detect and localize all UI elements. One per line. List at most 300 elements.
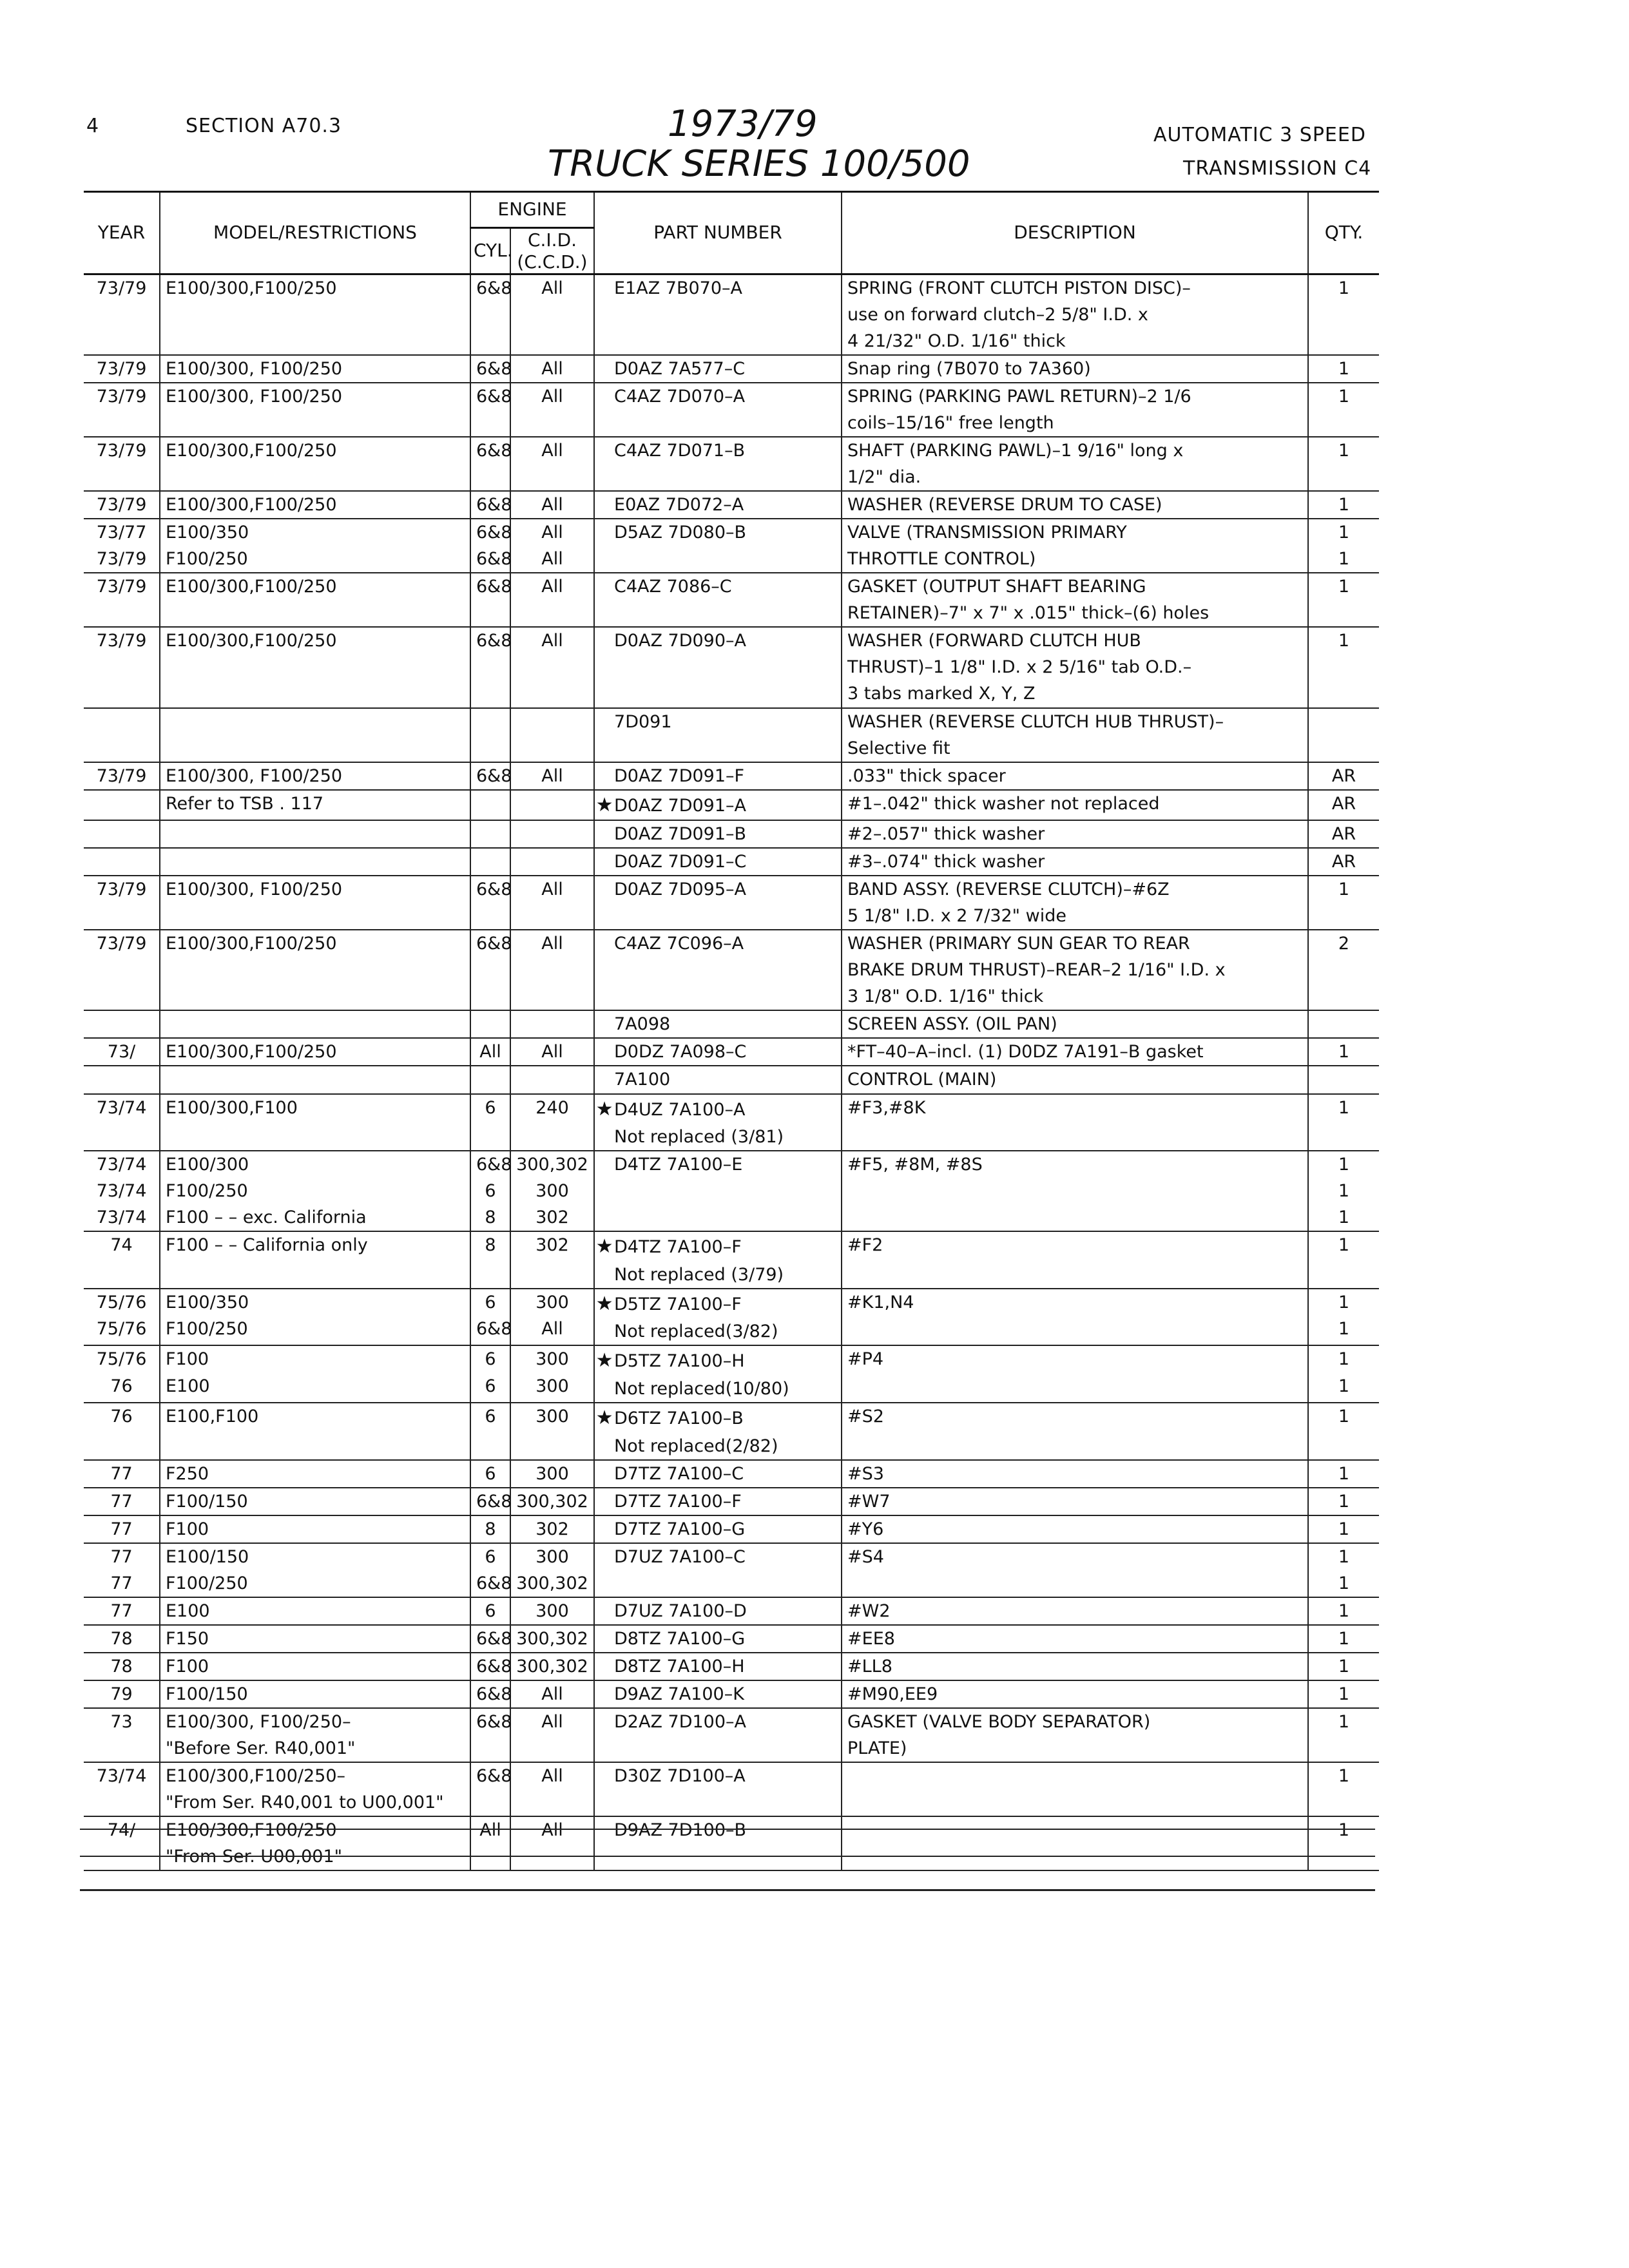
part-number-cell [594,627,842,707]
model-cell: E100,F100 [160,1403,470,1460]
qty-cell: AR [1308,790,1379,821]
table-row [84,876,1379,930]
qty-cell: 1 1 1 [1308,1151,1379,1231]
model-cell: E100/300, F100/250 [160,383,470,437]
cyl-cell: 6&8 [470,383,510,437]
table-header [84,192,1379,274]
year-cell: 73/79 [84,930,160,1010]
model-cell [160,1066,470,1093]
year-cell [84,1066,160,1093]
table-row [84,1625,1379,1653]
cyl-cell: 6&8 [470,627,510,707]
cyl-cell: 6 [470,1460,510,1488]
model-cell: F250 [160,1460,470,1488]
part-number-text: 7D091 [614,711,672,732]
col-header-year: YEAR [84,192,160,274]
table-row [84,790,1379,821]
cid-cell: 300,302 [510,1625,594,1653]
cid-cell [510,790,594,821]
part-number-cell [594,1816,842,1870]
model-cell: F100/150 [160,1680,470,1708]
table-row [84,820,1379,848]
cyl-cell: 6&8 [470,1488,510,1515]
part-number-cell [594,1094,842,1151]
cid-cell [510,820,594,848]
qty-cell [1308,1066,1379,1093]
star-icon: ★ [595,1235,613,1258]
qty-cell: 1 [1308,355,1379,383]
cyl-cell: 8 [470,1231,510,1289]
qty-cell: 1 [1308,1597,1379,1625]
table-row [84,1289,1379,1346]
cyl-cell: 6&8 [470,355,510,383]
cid-cell: 300 300 [510,1345,594,1403]
cyl-cell: 6&8 [470,762,510,790]
qty-cell: AR [1308,820,1379,848]
cyl-cell: 6&8 [470,573,510,627]
cid-cell: All [510,930,594,1010]
table-row [84,1151,1379,1231]
cid-cell: All [510,627,594,707]
col-header-qty: QTY. [1308,192,1379,274]
part-number-cell [594,708,842,762]
model-cell: E100/300,F100/250 "From Ser. U00,001" [160,1816,470,1870]
cyl-cell: All [470,1816,510,1870]
description-cell: #M90,EE9 [842,1680,1308,1708]
qty-cell: 1 1 [1308,1345,1379,1403]
cid-cell: 300,302 [510,1488,594,1515]
cyl-cell: 6 [470,1597,510,1625]
table-row [84,930,1379,1010]
part-number-cell [594,573,842,627]
cyl-cell: 6 6&8 [470,1543,510,1597]
model-cell: E100/300, F100/250 [160,355,470,383]
part-number-cell [594,519,842,573]
part-number-text: E1AZ 7B070–A [614,278,743,298]
cid-cell: All [510,876,594,930]
col-header-cid: C.I.D. (C.C.D.) [510,228,594,274]
star-icon: ★ [595,1292,613,1315]
cid-cell: All [510,1762,594,1816]
cyl-cell: 6&8 6&8 [470,519,510,573]
part-number-cell [594,876,842,930]
cyl-cell [470,790,510,821]
year-cell: 73/74 [84,1762,160,1816]
part-number-cell [594,491,842,519]
qty-cell: 1 [1308,1708,1379,1762]
page-title-series: TRUCK SERIES 100/500 [548,143,970,185]
cyl-cell: 6&8 [470,437,510,491]
cid-cell: All [510,274,594,356]
table-row [84,1345,1379,1403]
part-number-text: D5TZ 7A100–H Not replaced(10/80) [614,1351,789,1399]
cid-cell: 300 [510,1403,594,1460]
part-number-cell [594,762,842,790]
table-row [84,274,1379,356]
model-cell: E100/300,F100/250 [160,274,470,356]
description-cell: #P4 [842,1345,1308,1403]
year-cell [84,848,160,876]
qty-cell: 1 [1308,1460,1379,1488]
cyl-cell: 6&8 [470,274,510,356]
year-cell: 77 [84,1488,160,1515]
cid-cell [510,848,594,876]
year-cell: 75/76 76 [84,1345,160,1403]
part-number-text: D7TZ 7A100–C [614,1463,744,1484]
model-cell: E100/300, F100/250– "Before Ser. R40,001" [160,1708,470,1762]
table-row [84,1708,1379,1762]
part-number-cell [594,1289,842,1346]
qty-cell: 1 [1308,1515,1379,1543]
part-number-text: D5AZ 7D080–B [614,523,747,543]
table-row [84,1066,1379,1093]
year-cell: 76 [84,1403,160,1460]
part-number-cell [594,383,842,437]
qty-cell: 1 [1308,437,1379,491]
table-row [84,1010,1379,1038]
description-cell: WASHER (PRIMARY SUN GEAR TO REAR BRAKE DRUM THRUST)–REAR–2 1/16" I.D. x 3 1/8" O.D. 1/16" thick [842,930,1308,1010]
description-cell: WASHER (FORWARD CLUTCH HUB THRUST)–1 1/8" I.D. x 2 5/16" tab O.D.– 3 tabs marked X, Y, Z [842,627,1308,707]
cyl-cell: 6&8 [470,1625,510,1653]
qty-cell: 1 1 [1308,1289,1379,1346]
cyl-cell: All [470,1038,510,1066]
table-row [84,1597,1379,1625]
part-number-text: D0AZ 7D091–A [614,795,747,816]
year-cell [84,708,160,762]
section-label: SECTION A70.3 [186,115,342,137]
part-number-cell [594,1597,842,1625]
model-cell: F100 [160,1515,470,1543]
model-cell: E100/150 F100/250 [160,1543,470,1597]
model-cell: E100/300,F100/250 [160,1038,470,1066]
cyl-cell: 6&8 [470,1680,510,1708]
model-cell: E100/300, F100/250 [160,762,470,790]
part-number-cell [594,1653,842,1680]
table-body [84,274,1379,1871]
description-cell: *FT–40–A–incl. (1) D0DZ 7A191–B gasket [842,1038,1308,1066]
col-header-part-number: PART NUMBER [594,192,842,274]
description-cell: VALVE (TRANSMISSION PRIMARY THROTTLE CONTROL) [842,519,1308,573]
description-cell: SHAFT (PARKING PAWL)–1 9/16" long x 1/2" dia. [842,437,1308,491]
model-cell: Refer to TSB . 117 [160,790,470,821]
year-cell: 73/77 73/79 [84,519,160,573]
description-cell: #2–.057" thick washer [842,820,1308,848]
cyl-cell: 6&8 [470,491,510,519]
model-cell: E100/300,F100/250 [160,627,470,707]
qty-cell: 1 [1308,876,1379,930]
table-row [84,1762,1379,1816]
qty-cell: AR [1308,762,1379,790]
cyl-cell: 6 [470,1403,510,1460]
part-number-text: C4AZ 7086–C [614,577,732,597]
part-number-text: D8TZ 7A100–G [614,1628,746,1649]
divider [80,1829,1375,1830]
qty-cell: 1 [1308,573,1379,627]
model-cell: E100/350 F100/250 [160,1289,470,1346]
part-number-text: D2AZ 7D100–A [614,1712,747,1732]
qty-cell: 1 [1308,1653,1379,1680]
part-number-text: E0AZ 7D072–A [614,495,744,515]
model-cell [160,848,470,876]
table-row [84,383,1379,437]
description-cell: #F2 [842,1231,1308,1289]
part-number-text: 7A098 [614,1014,671,1035]
year-cell: 75/76 75/76 [84,1289,160,1346]
transmission-model: TRANSMISSION C4 [1183,157,1372,180]
model-cell: E100/300,F100/250 [160,930,470,1010]
model-cell: E100/300,F100/250 [160,491,470,519]
model-cell [160,708,470,762]
part-number-cell [594,1403,842,1460]
table-row [84,1515,1379,1543]
table-row [84,491,1379,519]
part-number-text: D30Z 7D100–A [614,1766,746,1787]
cid-cell: 300 All [510,1289,594,1346]
year-cell: 77 [84,1597,160,1625]
part-number-cell [594,274,842,356]
model-cell: F100 – – California only [160,1231,470,1289]
part-number-text: D9AZ 7D100–B [614,1820,747,1841]
cyl-cell: 6&8 [470,1762,510,1816]
part-number-text: D4UZ 7A100–A Not replaced (3/81) [614,1099,784,1148]
qty-cell: 1 [1308,627,1379,707]
table-row [84,355,1379,383]
year-cell: 73/79 [84,437,160,491]
year-cell: 73/79 [84,383,160,437]
description-cell: #W7 [842,1488,1308,1515]
table-row [84,708,1379,762]
model-cell: E100/300, F100/250 [160,876,470,930]
cyl-cell: 6 6 [470,1345,510,1403]
description-cell: BAND ASSY. (REVERSE CLUTCH)–#6Z 5 1/8" I.D. x 2 7/32" wide [842,876,1308,930]
year-cell: 73/79 [84,876,160,930]
cid-cell [510,708,594,762]
table-row [84,627,1379,707]
year-cell: 78 [84,1653,160,1680]
model-cell: F100/150 [160,1488,470,1515]
year-cell: 73/79 [84,274,160,356]
part-number-text: D4TZ 7A100–E [614,1155,743,1175]
part-number-text: C4AZ 7D070–A [614,387,746,407]
part-number-text: D7UZ 7A100–C [614,1546,746,1567]
part-number-text: D0AZ 7A577–C [614,359,746,380]
part-number-cell [594,1543,842,1597]
year-cell [84,790,160,821]
year-cell: 73/ [84,1038,160,1066]
cid-cell: All [510,762,594,790]
year-cell: 79 [84,1680,160,1708]
part-number-text: D0AZ 7D091–C [614,852,747,872]
star-icon: ★ [595,1349,613,1372]
part-number-text: D0DZ 7A098–C [614,1042,747,1062]
qty-cell: 1 [1308,1625,1379,1653]
part-number-cell [594,930,842,1010]
year-cell: 73/79 [84,573,160,627]
description-cell: #3–.074" thick washer [842,848,1308,876]
model-cell: E100/300 F100/250 F100 – – exc. California [160,1151,470,1231]
description-cell: .033" thick spacer [842,762,1308,790]
part-number-cell [594,1010,842,1038]
cid-cell: 300 300,302 [510,1543,594,1597]
table-row [84,1460,1379,1488]
table-row [84,1038,1379,1066]
cid-cell: All [510,383,594,437]
part-number-text: D7TZ 7A100–G [614,1519,746,1539]
col-header-description: DESCRIPTION [842,192,1308,274]
cyl-cell: 6&8 6 8 [470,1151,510,1231]
part-number-text: D9AZ 7A100–K [614,1684,744,1704]
year-cell: 73/79 [84,355,160,383]
cyl-cell [470,1010,510,1038]
table-row [84,573,1379,627]
year-cell: 73 [84,1708,160,1762]
part-number-cell [594,790,842,821]
year-cell: 73/74 73/74 73/74 [84,1151,160,1231]
cyl-cell: 8 [470,1515,510,1543]
part-number-text: D8TZ 7A100–H [614,1656,745,1677]
table-row [84,848,1379,876]
table-row [84,1231,1379,1289]
description-cell: WASHER (REVERSE CLUTCH HUB THRUST)– Selective fit [842,708,1308,762]
description-cell [842,1816,1308,1870]
description-cell [842,1762,1308,1816]
part-number-text: D7TZ 7A100–F [614,1491,742,1512]
description-cell: WASHER (REVERSE DRUM TO CASE) [842,491,1308,519]
description-cell: #1–.042" thick washer not replaced [842,790,1308,821]
col-header-cyl: CYL. [470,228,510,274]
part-number-cell [594,1345,842,1403]
cyl-cell: 6 [470,1094,510,1151]
cid-cell: All [510,437,594,491]
col-header-model: MODEL/RESTRICTIONS [160,192,470,274]
cid-cell: 300 [510,1460,594,1488]
year-cell [84,820,160,848]
model-cell: E100/300,F100/250– "From Ser. R40,001 to U00,001" [160,1762,470,1816]
description-cell: #W2 [842,1597,1308,1625]
divider [80,1856,1375,1857]
qty-cell: AR [1308,848,1379,876]
part-number-cell [594,848,842,876]
qty-cell: 1 [1308,1762,1379,1816]
year-cell: 73/79 [84,762,160,790]
qty-cell: 1 [1308,1403,1379,1460]
qty-cell: 1 [1308,1488,1379,1515]
part-number-cell [594,437,842,491]
cid-cell: All [510,1680,594,1708]
year-cell [84,1010,160,1038]
table-row [84,1680,1379,1708]
qty-cell: 2 [1308,930,1379,1010]
cyl-cell: 6&8 [470,1708,510,1762]
year-cell: 73/79 [84,491,160,519]
cid-cell: All [510,1816,594,1870]
description-cell: #S3 [842,1460,1308,1488]
part-number-text: C4AZ 7C096–A [614,934,744,954]
part-number-cell [594,1515,842,1543]
cyl-cell [470,820,510,848]
description-cell: #K1,N4 [842,1289,1308,1346]
cid-cell: All [510,491,594,519]
parts-table [84,191,1379,1871]
year-cell: 78 [84,1625,160,1653]
divider [80,1889,1375,1891]
cid-cell: All [510,573,594,627]
col-header-engine: ENGINE [470,192,594,228]
model-cell: E100 [160,1597,470,1625]
part-number-cell [594,1231,842,1289]
part-number-text: D0AZ 7D095–A [614,879,747,900]
description-cell: SPRING (PARKING PAWL RETURN)–2 1/6 coils–15/16" free length [842,383,1308,437]
cyl-cell [470,848,510,876]
qty-cell: 1 [1308,1231,1379,1289]
cid-cell: All [510,1038,594,1066]
year-cell: 77 77 [84,1543,160,1597]
table-row [84,1543,1379,1597]
year-cell: 74 [84,1231,160,1289]
table-row [84,1403,1379,1460]
star-icon: ★ [595,1407,613,1430]
cid-cell [510,1010,594,1038]
cid-cell: 240 [510,1094,594,1151]
part-number-text: D4TZ 7A100–F Not replaced (3/79) [614,1237,784,1285]
part-number-cell [594,1762,842,1816]
star-icon: ★ [595,793,613,816]
part-number-cell [594,1488,842,1515]
cyl-cell: 6&8 [470,876,510,930]
part-number-text: D7UZ 7A100–D [614,1600,747,1621]
description-cell: #S2 [842,1403,1308,1460]
table-row [84,1816,1379,1870]
table-row [84,762,1379,790]
table-row [84,1094,1379,1151]
part-number-text: 7A100 [614,1070,671,1090]
cid-cell: 300,302 300 302 [510,1151,594,1231]
transmission-type: AUTOMATIC 3 SPEED [1153,124,1366,146]
cid-cell: 302 [510,1231,594,1289]
cid-cell: 302 [510,1515,594,1543]
part-number-text: D0AZ 7D090–A [614,631,747,651]
qty-cell: 1 1 [1308,519,1379,573]
part-number-cell [594,820,842,848]
part-number-text: D6TZ 7A100–B Not replaced(2/82) [614,1408,778,1456]
cyl-cell: 6&8 [470,1653,510,1680]
part-number-cell [594,1151,842,1231]
part-number-cell [594,355,842,383]
part-number-text: D5TZ 7A100–F Not replaced(3/82) [614,1294,778,1342]
description-cell: #F3,#8K [842,1094,1308,1151]
qty-cell: 1 [1308,491,1379,519]
part-number-cell [594,1708,842,1762]
year-cell: 77 [84,1460,160,1488]
model-cell: E100/300,F100/250 [160,573,470,627]
cid-cell: All [510,1708,594,1762]
description-cell: GASKET (OUTPUT SHAFT BEARING RETAINER)–7" x 7" x .015" thick–(6) holes [842,573,1308,627]
qty-cell: 1 1 [1308,1543,1379,1597]
part-number-cell [594,1460,842,1488]
cyl-cell: 6&8 [470,930,510,1010]
table-row [84,437,1379,491]
description-cell: SCREEN ASSY. (OIL PAN) [842,1010,1308,1038]
qty-cell: 1 [1308,1038,1379,1066]
model-cell: F100 E100 [160,1345,470,1403]
year-cell: 77 [84,1515,160,1543]
qty-cell: 1 [1308,1094,1379,1151]
model-cell: E100/300,F100 [160,1094,470,1151]
qty-cell: 1 [1308,383,1379,437]
description-cell: CONTROL (MAIN) [842,1066,1308,1093]
qty-cell [1308,1010,1379,1038]
model-cell: F150 [160,1625,470,1653]
